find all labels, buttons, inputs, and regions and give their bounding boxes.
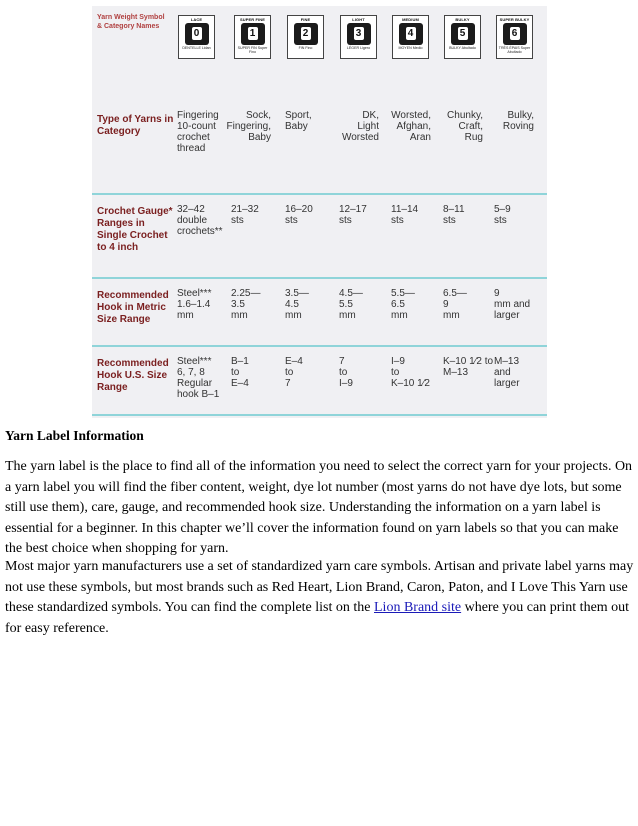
symbol-name: SUPER BULKY (499, 17, 530, 22)
table-cell (391, 356, 430, 389)
row-label: Recommended Hook U.S. Size Range (97, 358, 169, 393)
table-cell (177, 110, 219, 154)
cell-line: 9 (494, 288, 500, 299)
table-cell (231, 204, 259, 226)
cell-line: sts (443, 215, 456, 226)
symbol-name: LIGHT (352, 17, 365, 22)
cell-line: Fingering, (226, 121, 271, 132)
cell-line: 16–20 (285, 204, 313, 215)
lion-brand-site-link[interactable]: Lion Brand site (374, 600, 462, 615)
yarn-skein-icon (503, 23, 527, 45)
cell-line: double (177, 215, 208, 226)
table-cell (177, 204, 223, 237)
cell-line: Roving (502, 121, 534, 132)
yarn-weight-symbol-0 (178, 15, 215, 59)
table-cell (484, 110, 534, 132)
cell-line: 7 (285, 378, 291, 389)
cell-line: mm (231, 310, 248, 321)
cell-line: 32–42 (177, 204, 205, 215)
cell-line: Sock, (245, 110, 271, 121)
symbol-name: SUPER FINE (239, 17, 265, 22)
yarn-skein-icon (294, 23, 318, 45)
row-divider (92, 414, 547, 416)
cell-line: mm (285, 310, 302, 321)
table-cell (433, 110, 483, 143)
cell-line: 3.5 (231, 299, 245, 310)
cell-line: to (285, 367, 294, 378)
yarn-weight-symbol-3 (340, 15, 377, 59)
row-divider (92, 345, 547, 347)
yarn-skein-icon (399, 23, 423, 45)
cell-line: sts (391, 215, 404, 226)
row-label: Crochet Gauge* Ranges in Single Crochet to 4 inch (97, 206, 173, 253)
cell-line: Baby (248, 132, 271, 143)
cell-line: Sport, (285, 110, 312, 121)
symbol-name: MEDIUM (402, 17, 419, 22)
cell-line: crochet (177, 132, 210, 143)
paragraph-care-text-end: where you can print them out for easy reference. (5, 600, 630, 636)
cell-line: 21–32 (231, 204, 259, 215)
cell-line: crochets** (177, 226, 223, 237)
table-cell (177, 356, 219, 400)
cell-line: 8–11 (443, 204, 465, 215)
symbol-number: 3 (354, 27, 364, 40)
symbol-subname: BULKY Abultado (449, 46, 476, 50)
cell-line: sts (339, 215, 352, 226)
cell-line: E–4 (285, 356, 303, 367)
cell-line: Craft, (458, 121, 483, 132)
cell-line: B–1 (231, 356, 249, 367)
cell-line: 6.5— (443, 288, 467, 299)
cell-line: 1.6–1.4 (177, 299, 211, 310)
row-label: Type of Yarns in Category (97, 114, 174, 137)
cell-line: Worsted (341, 132, 379, 143)
cell-line: Worsted, (391, 110, 431, 121)
cell-line: 5–9 (494, 204, 511, 215)
table-cell (443, 356, 493, 378)
cell-line: 10-count (177, 121, 216, 132)
symbol-subname: MOYEN Medio (398, 46, 423, 50)
yarn-weight-symbol-2 (287, 15, 324, 59)
cell-line: 3.5— (285, 288, 309, 299)
cell-line: 11–14 (391, 204, 419, 215)
symbol-name: BULKY (455, 17, 470, 22)
yarn-weight-symbol-6 (496, 15, 533, 59)
cell-line: 4.5— (339, 288, 363, 299)
symbol-subname: LÉGER Ligero (346, 46, 371, 50)
chart-header-label: Yarn Weight Symbol & Category Names (97, 14, 165, 30)
cell-line: M–13 (443, 367, 469, 378)
cell-line: 7 (339, 356, 345, 367)
yarn-skein-icon (185, 23, 209, 45)
cell-line: M–13 (494, 356, 520, 367)
symbol-number: 1 (248, 27, 258, 40)
cell-line: 5.5— (391, 288, 415, 299)
yarn-skein-icon (347, 23, 371, 45)
cell-line: Steel*** (177, 288, 212, 299)
table-cell (231, 356, 249, 389)
cell-line: to (391, 367, 400, 378)
symbol-name: FINE (300, 17, 311, 22)
table-cell (443, 288, 467, 321)
cell-line: E–4 (231, 378, 249, 389)
yarn-skein-icon (451, 23, 475, 45)
symbol-number: 2 (301, 27, 311, 40)
cell-line: Fingering (177, 110, 219, 121)
table-cell (339, 356, 353, 389)
paragraph-care-text: Most major yarn manufacturers use a set of standardized yarn care symbols. Artisan and private label yarns may not use these symbols, but most brands such as Red Heart, Lion Brand, Caron, Paton, and I Love This Yarn use these standardized symbols. You can find the complete list on the (5, 559, 634, 615)
cell-line: sts (231, 215, 244, 226)
cell-line: and (494, 367, 511, 378)
cell-line: 4.5 (285, 299, 299, 310)
paragraph-yarn-label: The yarn label is the place to find all of the information you need to select the correct yarn for your projects. On a yarn label you will find the fiber content, weight, dye lot number (most yarns do not have dye lots, but some still use them), care, gauge, and recommended hook size. Understanding the information on a yarn label is essential for a beginner. In this chapter we’ll cover the information found on yarn labels so that you can make the best choice when shopping for yarn. (5, 459, 633, 556)
table-cell (285, 204, 313, 226)
row-divider (92, 277, 547, 279)
table-cell (339, 204, 367, 226)
cell-line: to (231, 367, 240, 378)
cell-line: Light (357, 121, 379, 132)
cell-line: hook B–1 (177, 389, 220, 400)
table-cell (177, 288, 211, 321)
cell-line: Baby (285, 121, 308, 132)
section-heading: Yarn Label Information (5, 428, 144, 443)
symbol-number: 4 (406, 27, 416, 40)
symbol-number: 5 (458, 27, 468, 40)
yarn-weight-chart-image (92, 6, 547, 418)
cell-line: mm (339, 310, 356, 321)
cell-line: larger (494, 310, 520, 321)
symbol-subname: SUPER FIN Super Fino (237, 46, 268, 54)
yarn-weight-symbol-4 (392, 15, 429, 59)
table-cell (285, 110, 312, 132)
table-cell (231, 288, 260, 321)
cell-line: Steel*** (177, 356, 212, 367)
cell-line: to (339, 367, 348, 378)
cell-line: sts (494, 215, 507, 226)
cell-line: 5.5 (339, 299, 353, 310)
table-cell (391, 204, 418, 226)
cell-line: mm (391, 310, 408, 321)
cell-line: Rug (464, 132, 483, 143)
table-cell (339, 288, 363, 321)
cell-line: sts (285, 215, 298, 226)
cell-line: mm and (494, 299, 531, 310)
symbol-number: 0 (192, 27, 202, 40)
cell-line: Regular (177, 378, 213, 389)
cell-line: K–10 1⁄2 (391, 378, 430, 389)
yarn-weight-symbol-1 (234, 15, 271, 59)
yarn-weight-symbol-5 (444, 15, 481, 59)
symbol-subname: TRÈS ÉPAIS Super Abultado (498, 46, 531, 54)
cell-line: DK, (362, 110, 379, 121)
cell-line: I–9 (391, 356, 405, 367)
table-cell (494, 204, 511, 226)
cell-line: 2.25— (231, 288, 261, 299)
row-label: Recommended Hook in Metric Size Range (97, 290, 169, 325)
symbol-name: LACE (190, 17, 203, 22)
table-cell (391, 288, 415, 321)
symbol-subname: DENTELLE Lidan (182, 46, 211, 50)
cell-line: larger (494, 378, 520, 389)
cell-line: 6.5 (391, 299, 405, 310)
cell-line: Afghan, (396, 121, 431, 132)
cell-line: Chunky, (447, 110, 483, 121)
row-divider (92, 193, 547, 195)
cell-line: K–10 1⁄2 to (443, 356, 494, 367)
table-cell (221, 110, 271, 143)
symbol-subname: FIN Fino (298, 46, 313, 50)
cell-line: thread (177, 143, 206, 154)
cell-line: 12–17 (339, 204, 367, 215)
cell-line: mm (443, 310, 460, 321)
cell-line: mm (177, 310, 194, 321)
table-cell (494, 288, 530, 321)
table-cell (443, 204, 465, 226)
cell-line: 6, 7, 8 (177, 367, 205, 378)
cell-line: 9 (443, 299, 449, 310)
cell-line: I–9 (339, 378, 353, 389)
symbol-number: 6 (510, 27, 520, 40)
table-cell (285, 356, 303, 389)
paragraph-care-symbols (5, 557, 635, 639)
yarn-skein-icon (241, 23, 265, 45)
cell-line: Bulky, (507, 110, 534, 121)
table-cell (285, 288, 309, 321)
table-cell (494, 356, 520, 389)
table-cell (381, 110, 431, 143)
table-cell (329, 110, 379, 143)
cell-line: Aran (409, 132, 431, 143)
